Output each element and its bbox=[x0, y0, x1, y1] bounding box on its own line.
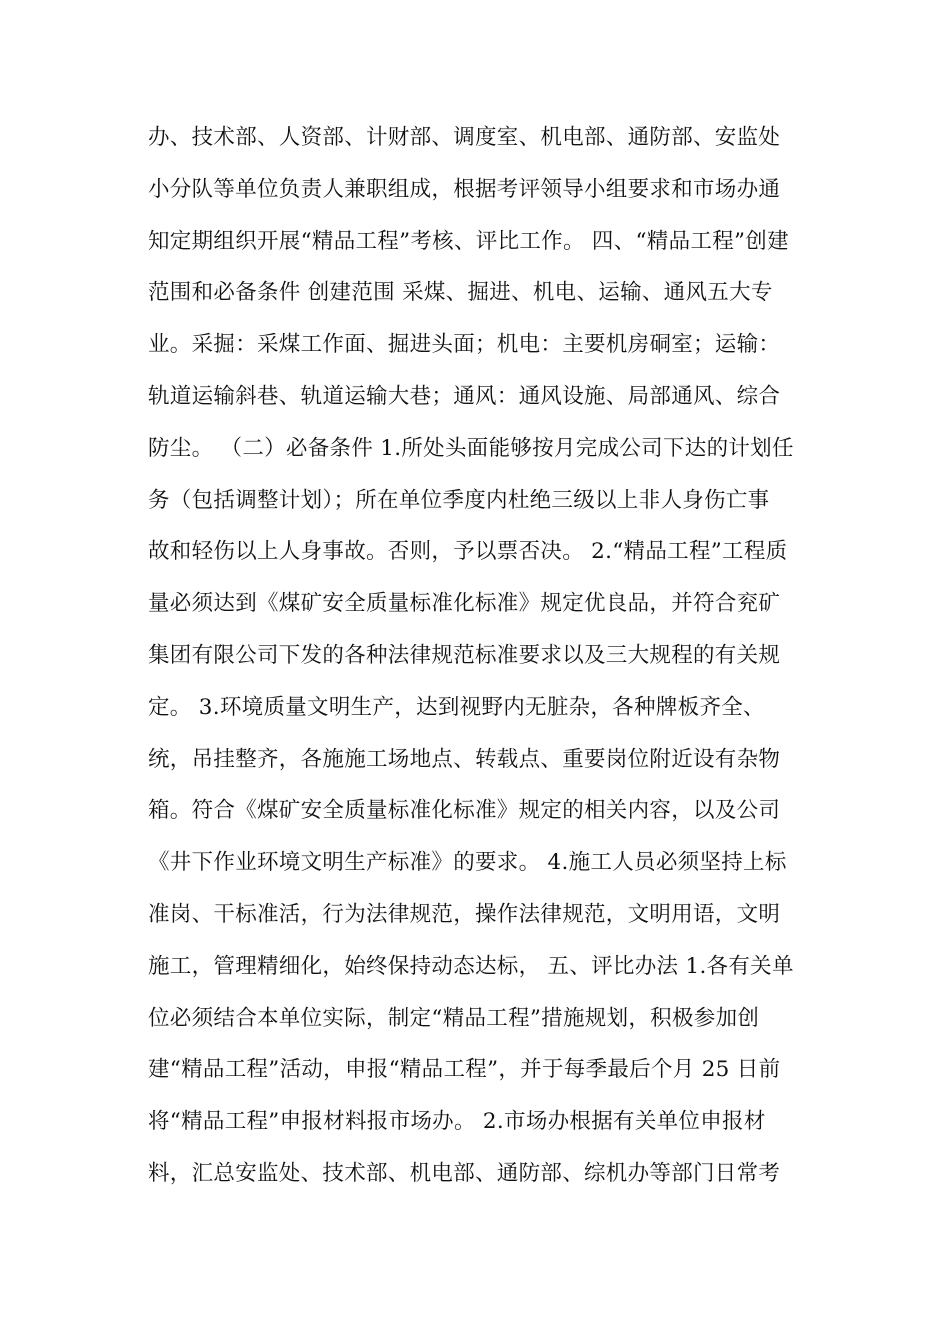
text-line: 业。采掘：采煤工作面、掘进头面；机电：主要机房硐室；运输： bbox=[148, 332, 781, 358]
text-line: 施工，管理精细化，始终保持动态达标， 五、评比办法 1.各有关单 bbox=[148, 953, 794, 979]
text-line: 统，吊挂整齐，各施施工场地点、转载点、重要岗位附近设有杂物 bbox=[148, 746, 781, 772]
text-line: 防尘。 （二）必备条件 1.所处头面能够按月完成公司下达的计划任 bbox=[148, 435, 794, 461]
document-body-text bbox=[148, 116, 808, 1204]
text-line: 集团有限公司下发的各种法律规范标准要求以及三大规程的有关规 bbox=[148, 642, 781, 668]
text-line: 范围和必备条件 创建范围 采煤、掘进、机电、运输、通风五大专 bbox=[148, 280, 773, 306]
text-line: 量必须达到《煤矿安全质量标准化标准》规定优良品，并符合兖矿 bbox=[148, 591, 781, 617]
text-line: 建“精品工程”活动，申报“精品工程”，并于每季最后个月 25 日前 bbox=[148, 1057, 781, 1083]
text-line: 务（包括调整计划）；所在单位季度内杜绝三级以上非人身伤亡事 bbox=[148, 487, 770, 513]
text-line: 准岗、干标准活，行为法律规范，操作法律规范，文明用语，文明 bbox=[148, 901, 781, 927]
text-line: 箱。符合《煤矿安全质量标准化标准》规定的相关内容，以及公司 bbox=[148, 798, 781, 824]
text-line: 轨道运输斜巷、轨道运输大巷；通风：通风设施、局部通风、综合 bbox=[148, 383, 781, 409]
text-line: 位必须结合本单位实际，制定“精品工程”措施规划，积极参加创 bbox=[148, 1005, 760, 1031]
text-line: 知定期组织开展“精品工程”考核、评比工作。 四、“精品工程”创建 bbox=[148, 228, 789, 254]
text-line: 将“精品工程”申报材料报市场办。 2.市场办根据有关单位申报材 bbox=[148, 1109, 766, 1135]
text-line: 料，汇总安监处、技术部、机电部、通防部、综机办等部门日常考 bbox=[148, 1160, 781, 1186]
text-line: 小分队等单位负责人兼职组成，根据考评领导小组要求和市场办通 bbox=[148, 176, 781, 202]
text-line: 办、技术部、人资部、计财部、调度室、机电部、通防部、安监处 bbox=[148, 125, 781, 150]
text-line: 《井下作业环境文明生产标准》的要求。 4.施工人员必须坚持上标 bbox=[148, 850, 787, 876]
text-line: 故和轻伤以上人身事故。否则，予以票否决。 2.“精品工程”工程质 bbox=[148, 539, 788, 565]
text-line: 定。 3.环境质量文明生产，达到视野内无脏杂，各种牌板齐全、 bbox=[148, 694, 765, 720]
